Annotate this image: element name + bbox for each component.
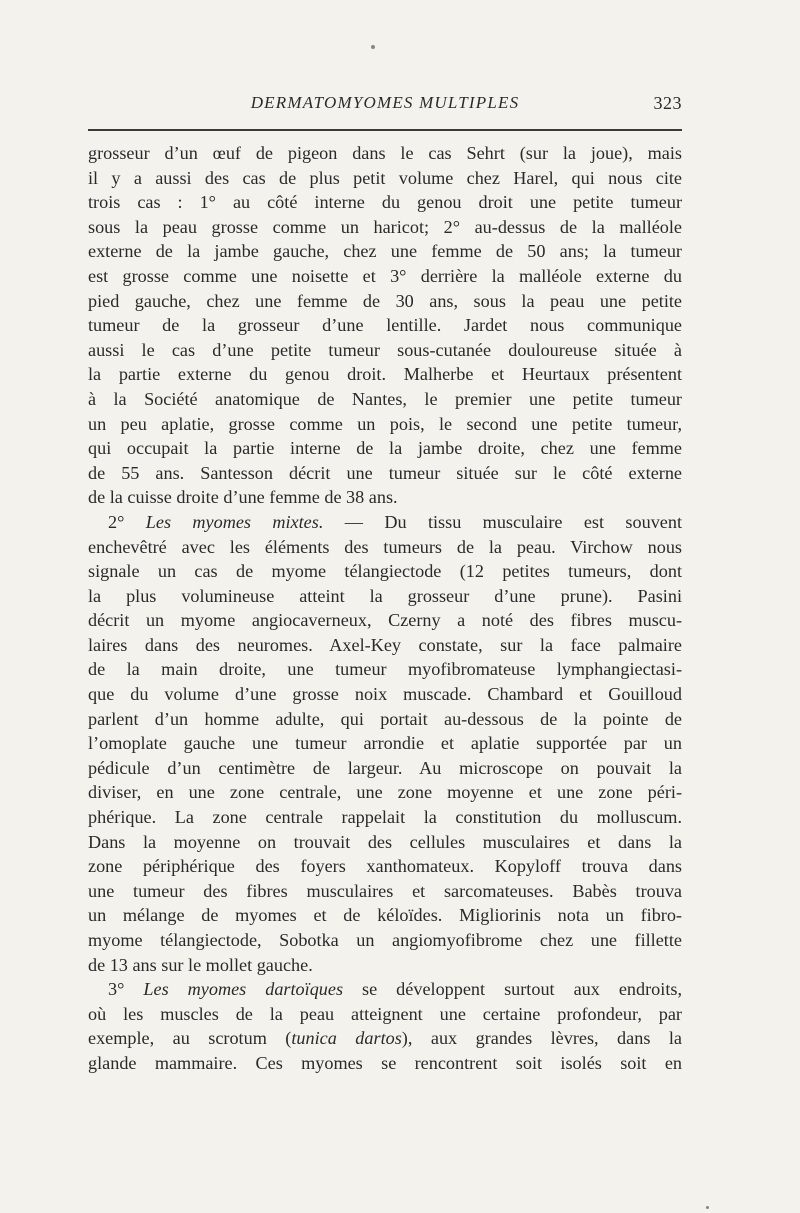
text-fragment: se développent surtout aux endroits,	[362, 979, 682, 1000]
text-line: de la main droite, une tumeur myofibromateuse lymphangiectasi-	[88, 659, 682, 680]
header-rule	[88, 129, 682, 131]
latin-term: tunica dartos	[291, 1028, 402, 1049]
text-line: la plus volumineuse atteint la grosseur d’une prune). Pasini	[88, 585, 682, 606]
text-line	[88, 1026, 682, 1051]
text-line: signale un cas de myome télangiectode (12 petites tumeurs, dont	[88, 561, 682, 582]
text-line: une tumeur des fibres musculaires et sarcomateuses. Babès trouva	[88, 880, 682, 901]
section-heading-line	[88, 977, 682, 1002]
text-line: que du volume d’une grosse noix muscade. Chambard et Gouilloud	[88, 684, 682, 705]
section-title: Les myomes dartoïques	[143, 979, 344, 1000]
page-number: 323	[653, 93, 682, 113]
section-heading-line	[88, 510, 682, 535]
text-line: grosseur d’un œuf de pigeon dans le cas Sehrt (sur la joue), mais	[88, 143, 682, 163]
text-line: décrit un myome angiocaverneux, Czerny a noté des fibres muscu-	[88, 610, 682, 631]
text-line: un mélange de myomes et de kéloïdes. Migliorinis nota un fibro-	[88, 905, 682, 926]
text-line: aussi le cas d’une petite tumeur sous-cutanée douloureuse située à	[88, 339, 682, 360]
text-line: zone périphérique des foyers xanthomateux. Kopyloff trouva dans	[88, 856, 682, 877]
text-fragment: — Du tissu musculaire est souvent	[344, 511, 683, 532]
text-line: tumeur de la grosseur d’une lentille. Jardet nous communique	[88, 315, 682, 336]
text-line: l’omoplate gauche une tumeur arrondie et aplatie supportée par un	[88, 733, 682, 754]
body-text	[88, 141, 682, 1076]
ink-speck	[371, 45, 375, 49]
ink-speck	[706, 1206, 709, 1209]
section-number: 2°	[108, 511, 125, 532]
text-line: myome télangiectode, Sobotka un angiomyofibrome chez une fillette	[88, 930, 682, 950]
running-title: DERMATOMYOMES MULTIPLES	[250, 93, 520, 112]
text-line: diviser, en une zone centrale, une zone moyenne et une zone péri-	[88, 782, 682, 803]
text-line: la partie externe du genou droit. Malherbe et Heurtaux présentent	[88, 364, 682, 385]
page-header	[88, 93, 682, 117]
text-line: externe de la jambe gauche, chez une femme de 50 ans; la tumeur	[88, 241, 682, 262]
text-line: Dans la moyenne on trouvait des cellules musculaires et dans la	[88, 831, 682, 852]
text-line: un peu aplatie, grosse comme un pois, le second une petite tumeur,	[88, 413, 682, 434]
text-line: trois cas : 1° au côté interne du genou droit une petite tumeur	[88, 192, 682, 213]
text-line: pédicule d’un centimètre de largeur. Au microscope on pouvait la	[88, 757, 682, 778]
text-line: phérique. La zone centrale rappelait la constitution du molluscum.	[88, 807, 682, 828]
text-line: pied gauche, chez une femme de 30 ans, sous la peau une petite	[88, 290, 682, 311]
text-fragment: ), aux grandes lèvres, dans la	[401, 1028, 682, 1049]
text-line: à la Société anatomique de Nantes, le premier une petite tumeur	[88, 388, 682, 409]
text-line: de 55 ans. Santesson décrit une tumeur située sur le côté externe	[88, 462, 682, 483]
section-title: Les myomes mixtes.	[145, 511, 324, 532]
text-line: qui occupait la partie interne de la jambe droite, chez une femme	[88, 438, 682, 459]
text-line: glande mammaire. Ces myomes se rencontrent soit isolés soit en	[88, 1052, 682, 1073]
text-line: de la cuisse droite d’une femme de 38 ans.	[88, 487, 398, 508]
section-number: 3°	[108, 979, 125, 1000]
text-line: où les muscles de la peau atteignent une certaine profondeur, par	[88, 1003, 682, 1024]
text-fragment: exemple, au scrotum (	[88, 1028, 292, 1049]
text-line: est grosse comme une noisette et 3° derrière la malléole externe du	[88, 265, 682, 286]
text-line: sous la peau grosse comme un haricot; 2° au-dessus de la malléole	[88, 216, 682, 237]
text-line: parlent d’un homme adulte, qui portait au-dessous de la pointe de	[88, 708, 682, 729]
text-line: de 13 ans sur le mollet gauche.	[88, 954, 313, 975]
text-line: laires dans des neuromes. Axel-Key constate, sur la face palmaire	[88, 634, 682, 655]
text-line: enchevêtré avec les éléments des tumeurs de la peau. Virchow nous	[88, 536, 682, 557]
text-line: il y a aussi des cas de plus petit volume chez Harel, qui nous cite	[88, 167, 682, 188]
